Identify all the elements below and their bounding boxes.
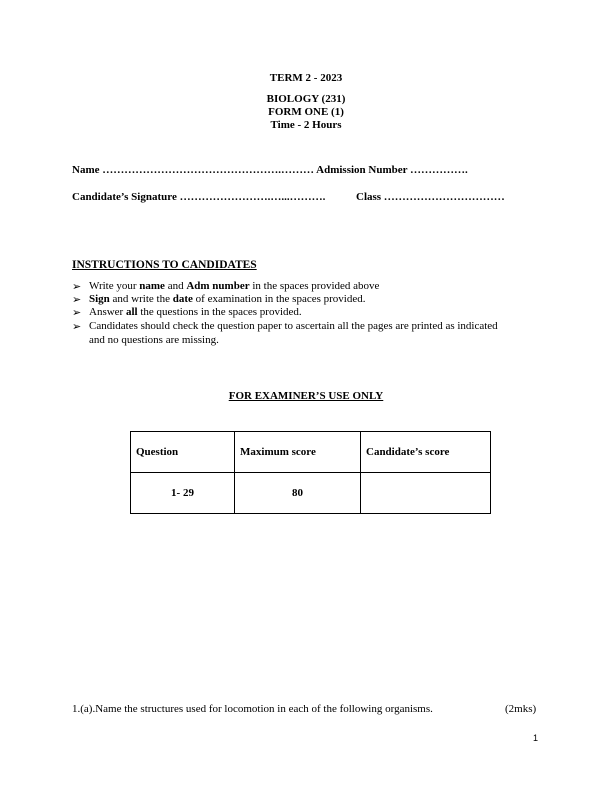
arrow-bullet-icon: ➢ xyxy=(72,307,82,319)
column-header: Candidate’s score xyxy=(361,432,491,473)
table-header-row xyxy=(131,432,491,473)
question-range-cell: 1- 29 xyxy=(131,473,235,514)
arrow-bullet-icon: ➢ xyxy=(72,294,82,306)
page-number: 1 xyxy=(533,733,539,743)
examiner-heading: FOR EXAMINER’S USE ONLY xyxy=(228,390,384,402)
question-1a: 1.(a).Name the structures used for locomotion in each of the following organisms. xyxy=(72,703,433,715)
question-marks: (2mks) xyxy=(505,703,537,715)
arrow-bullet-icon: ➢ xyxy=(72,321,82,333)
table-row xyxy=(131,473,491,514)
instructions-heading: INSTRUCTIONS TO CANDIDATES xyxy=(72,259,257,271)
form-title: FORM ONE (1) xyxy=(268,106,344,118)
document-page: TERM 2 - 2023 BIOLOGY (231) FORM ONE (1) Time - 2 Hours Name ………………………………………….……… Admission Number ……………. Candidate’s Signature …………………….…...………. Class …………………………… INSTRUCTIONS TO CANDIDATES ➢ Write your name and Adm number in the spaces provided above ➢ Sign and write the date of examination in the spaces provided. ➢ Answer all the questions in the spaces provided. ➢ Candidates should check the question paper to ascertain all the pages are printed as indicated and no questions are missing. FOR EXAMINER’S USE ONLY Question Maximum score Candidate’s score 1- 29 80 1.(a).Name the structures used for locomotion in each of the following organisms. (2mks) 1 xyxy=(0,0,612,792)
column-header: Maximum score xyxy=(235,432,361,473)
term-title: TERM 2 - 2023 xyxy=(269,72,343,84)
arrow-bullet-icon: ➢ xyxy=(72,281,82,293)
maximum-score-cell: 80 xyxy=(235,473,361,514)
time-title: Time - 2 Hours xyxy=(270,119,342,131)
column-header: Question xyxy=(131,432,235,473)
signature-field: Candidate’s Signature …………………….…...………. xyxy=(72,191,326,203)
score-table xyxy=(130,431,491,514)
subject-title: BIOLOGY (231) xyxy=(266,93,346,105)
name-field: Name ………………………………………….……… Admission Number ……………. xyxy=(72,164,468,176)
candidate-score-cell[interactable] xyxy=(361,473,491,514)
class-field: Class …………………………… xyxy=(356,191,505,203)
